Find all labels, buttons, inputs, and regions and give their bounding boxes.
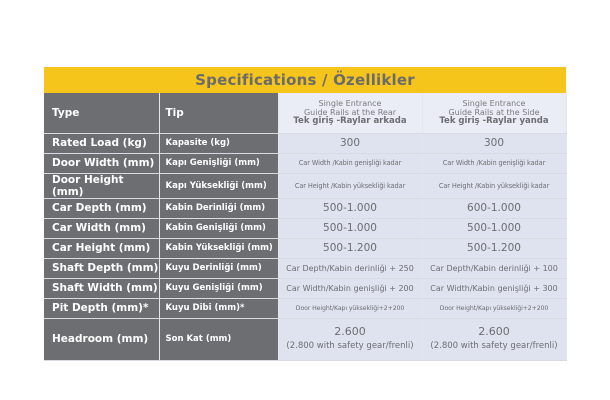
row-value-side: 500-1.000 [422, 218, 566, 238]
headroom-rear-note: (2.800 with safety gear/frenli) [286, 341, 414, 351]
headroom-side-main: 2.600 [478, 325, 510, 338]
row-value-side: Car Height /Kabin yüksekliği kadar [422, 173, 566, 198]
table-title: Specifications / Özellikler [44, 67, 566, 93]
table-row [44, 198, 566, 218]
headroom-label-en: Headroom (mm) [44, 318, 159, 360]
table-row [44, 133, 566, 153]
row-value-rear: Door Height/Kapı yüksekliği+2+200 [278, 298, 422, 318]
header-side-line2: Guide Rails at the Side [448, 108, 540, 118]
row-value-rear: Car Depth/Kabin derinliği + 250 [278, 258, 422, 278]
spec-table-card [44, 67, 566, 357]
header-side-line1: Single Entrance [462, 99, 526, 109]
headroom-label-tr: Son Kat (mm) [159, 318, 278, 360]
row-label-en: Car Depth (mm) [44, 198, 159, 218]
header-row [44, 93, 566, 133]
row-label-tr: Kuyu Derinliği (mm) [159, 258, 278, 278]
row-label-tr: Kapasite (kg) [159, 133, 278, 153]
headroom-rear-main: 2.600 [334, 325, 366, 338]
headroom-row [44, 318, 566, 360]
row-value-side: 300 [422, 133, 566, 153]
headroom-side-note: (2.800 with safety gear/frenli) [430, 341, 558, 351]
header-rear-line2: Guide Rails at the Rear [303, 108, 397, 118]
table-row [44, 153, 566, 173]
row-value-side: 500-1.200 [422, 238, 566, 258]
row-value-rear: 300 [278, 133, 422, 153]
header-rear-line1: Single Entrance [318, 99, 382, 109]
row-label-tr: Kabin Yüksekliği (mm) [159, 238, 278, 258]
row-value-side: 600-1.000 [422, 198, 566, 218]
header-side [422, 93, 566, 133]
table-row [44, 278, 566, 298]
row-value-rear: 500-1.200 [278, 238, 422, 258]
headroom-value-rear [278, 318, 422, 360]
row-label-tr: Kabin Genişliği (mm) [159, 218, 278, 238]
table-row [44, 298, 566, 318]
row-label-en: Door Height (mm) [44, 173, 159, 198]
table-row [44, 173, 566, 198]
row-value-side: Car Width/Kabin genişliği + 300 [422, 278, 566, 298]
row-value-rear: 500-1.000 [278, 218, 422, 238]
row-label-en: Door Width (mm) [44, 153, 159, 173]
row-value-side: Car Depth/Kabin derinliği + 100 [422, 258, 566, 278]
row-label-en: Shaft Depth (mm) [44, 258, 159, 278]
headroom-value-side [422, 318, 566, 360]
table-row [44, 258, 566, 278]
table-row [44, 218, 566, 238]
header-rear-line3: Tek giriş -Raylar arkada [293, 116, 407, 127]
table-row [44, 238, 566, 258]
row-label-tr: Kapı Genişliği (mm) [159, 153, 278, 173]
header-side-line3: Tek giriş -Raylar yanda [439, 116, 549, 127]
row-value-rear: Car Width /Kabin genişliği kadar [278, 153, 422, 173]
row-label-en: Car Width (mm) [44, 218, 159, 238]
row-label-tr: Kuyu Genişliği (mm) [159, 278, 278, 298]
row-label-en: Pit Depth (mm)* [44, 298, 159, 318]
row-label-en: Car Height (mm) [44, 238, 159, 258]
row-value-side: Door Height/Kapı yüksekliği+2+200 [422, 298, 566, 318]
spec-table [44, 93, 567, 361]
row-label-tr: Kuyu Dibi (mm)* [159, 298, 278, 318]
header-tip: Tip [159, 93, 278, 133]
row-value-rear: 500-1.000 [278, 198, 422, 218]
row-label-en: Shaft Width (mm) [44, 278, 159, 298]
row-value-rear: Car Width/Kabin genişliği + 200 [278, 278, 422, 298]
row-label-tr: Kapı Yüksekliği (mm) [159, 173, 278, 198]
row-value-side: Car Width /Kabin genişliği kadar [422, 153, 566, 173]
header-rear [278, 93, 422, 133]
row-label-en: Rated Load (kg) [44, 133, 159, 153]
row-value-rear: Car Height /Kabin yüksekliği kadar [278, 173, 422, 198]
row-label-tr: Kabin Derinliği (mm) [159, 198, 278, 218]
header-type: Type [44, 93, 159, 133]
